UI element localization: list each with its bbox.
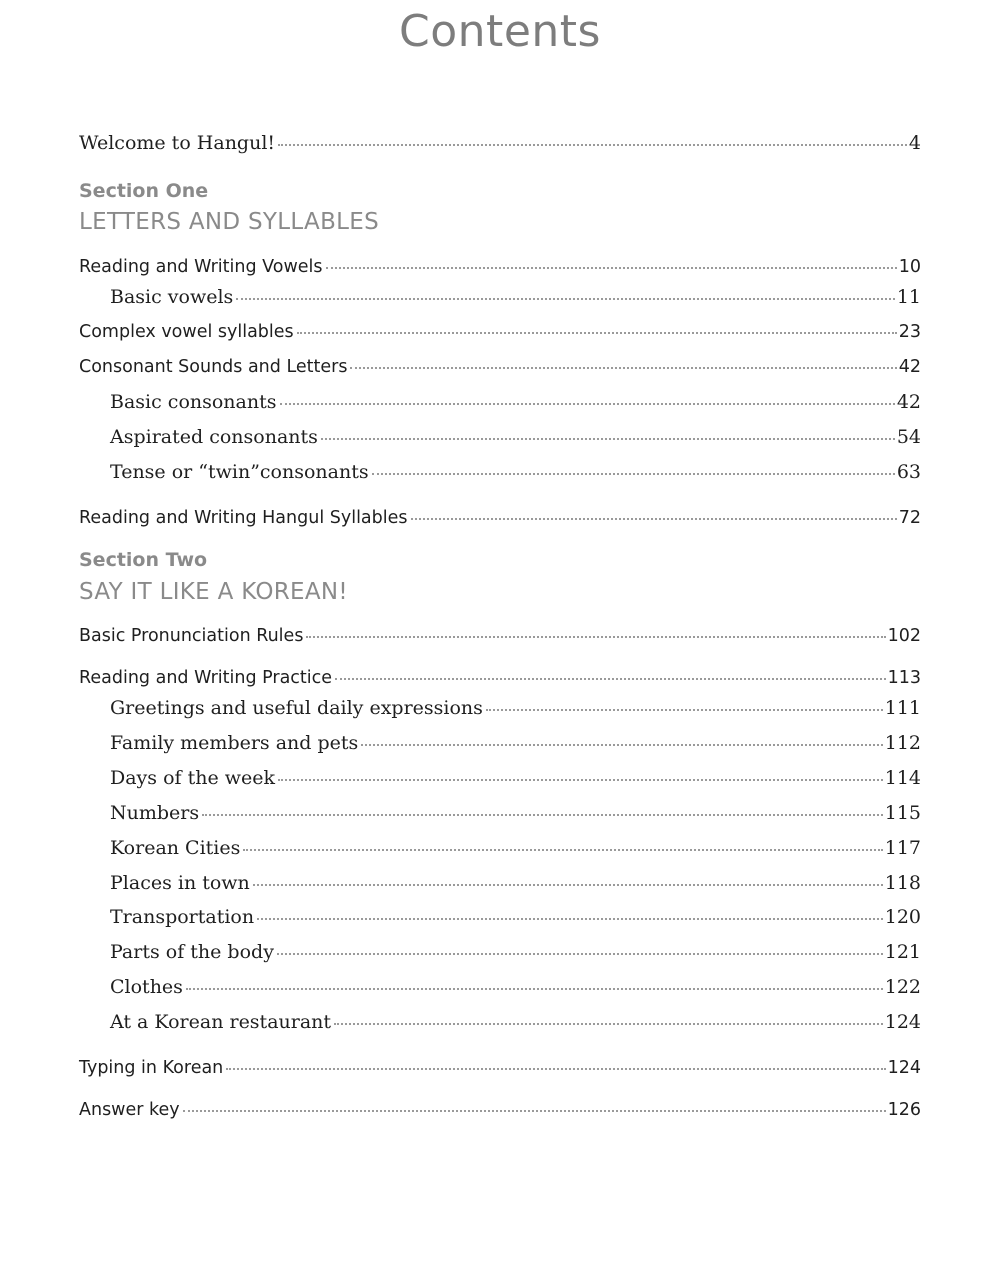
leader-dots	[186, 987, 883, 990]
toc-page-number: 112	[884, 732, 921, 754]
leader-dots	[253, 883, 883, 886]
toc-entry-text: Greetings and useful daily expressions	[110, 697, 483, 719]
page-title: Contents	[399, 6, 601, 57]
toc-subentry	[110, 834, 921, 862]
toc-subentry	[110, 458, 921, 486]
toc-entry-text: Days of the week	[110, 767, 276, 789]
toc-entry-text: Complex vowel syllables	[79, 322, 294, 342]
toc-entry-text: Clothes	[110, 976, 183, 998]
leader-dots	[306, 635, 885, 638]
toc-entry	[79, 1096, 921, 1124]
toc-page-number: 4	[908, 132, 921, 154]
leader-dots	[280, 402, 895, 405]
toc-page-number: 10	[898, 257, 921, 277]
toc-subentry	[110, 729, 921, 757]
toc-entry	[79, 353, 921, 381]
toc-subentry	[110, 1008, 921, 1036]
toc-entry-text: Reading and Writing Practice	[79, 668, 333, 688]
toc-subentry	[110, 764, 921, 792]
leader-dots	[321, 437, 895, 440]
toc-entry-text: Places in town	[110, 872, 250, 894]
leader-dots	[278, 143, 907, 146]
leader-dots	[236, 297, 895, 300]
leader-dots	[361, 743, 882, 746]
toc-page-number: 117	[884, 837, 921, 859]
leader-dots	[278, 778, 883, 781]
toc-entry-text: Basic vowels	[110, 286, 234, 308]
toc-page-number: 114	[884, 767, 921, 789]
toc-entry	[79, 1054, 921, 1082]
toc-entry-text: Korean Cities	[110, 837, 241, 859]
toc-entry-text: Basic consonants	[110, 391, 277, 413]
toc-subentry	[110, 799, 921, 827]
toc-entry	[79, 622, 921, 650]
leader-dots	[486, 708, 883, 711]
toc-entry	[79, 253, 921, 281]
toc-page-number: 54	[896, 426, 921, 448]
leader-dots	[297, 331, 897, 334]
toc-page-number: 42	[896, 391, 921, 413]
toc-subentry	[110, 283, 921, 311]
toc-page-number: 118	[884, 872, 921, 894]
toc-entry-text: Welcome to Hangul!	[79, 132, 276, 154]
toc-entry-text: At a Korean restaurant	[110, 1011, 332, 1033]
toc-subentry	[110, 938, 921, 966]
toc-entry-text: Reading and Writing Vowels	[79, 257, 323, 277]
leader-dots	[226, 1067, 885, 1070]
toc-entry-text: Basic Pronunciation Rules	[79, 626, 304, 646]
toc-page-number: 120	[884, 906, 921, 928]
toc-entry-text: Parts of the body	[110, 941, 274, 963]
toc-entry-text: Consonant Sounds and Letters	[79, 357, 348, 377]
leader-dots	[350, 366, 896, 369]
section-one-title: LETTERS AND SYLLABLES	[79, 209, 379, 235]
leader-dots	[202, 813, 883, 816]
toc-entry	[79, 664, 921, 692]
toc-subentry	[110, 869, 921, 897]
toc-entry-text: Tense or “twin”consonants	[110, 461, 369, 483]
toc-entry-text: Numbers	[110, 802, 200, 824]
toc-subentry	[110, 903, 921, 931]
toc-page-number: 102	[887, 626, 921, 646]
leader-dots	[257, 917, 883, 920]
leader-dots	[411, 517, 897, 520]
toc-page-number: 11	[896, 286, 921, 308]
toc-page-number: 115	[884, 802, 921, 824]
toc-subentry	[110, 694, 921, 722]
section-two-title: SAY IT LIKE A KOREAN!	[79, 579, 348, 605]
toc-entry-text: Aspirated consonants	[110, 426, 318, 448]
section-one-label: Section One	[79, 180, 209, 202]
toc-page-number: 63	[896, 461, 921, 483]
section-two-label: Section Two	[79, 549, 208, 571]
toc-subentry	[110, 423, 921, 451]
toc-page-number: 42	[898, 357, 921, 377]
leader-dots	[277, 952, 883, 955]
toc-entry-text: Answer key	[79, 1100, 180, 1120]
toc-entry	[79, 504, 921, 532]
toc-page-number: 122	[884, 976, 921, 998]
leader-dots	[243, 848, 882, 851]
toc-entry-text: Typing in Korean	[79, 1058, 224, 1078]
toc-page-number: 72	[898, 508, 921, 528]
leader-dots	[335, 677, 886, 680]
toc-page-number: 111	[884, 697, 921, 719]
leader-dots	[372, 472, 895, 475]
toc-page-number: 121	[884, 941, 921, 963]
toc-entry	[79, 318, 921, 346]
toc-page-number: 124	[884, 1011, 921, 1033]
toc-subentry	[110, 973, 921, 1001]
toc-page-number: 126	[887, 1100, 921, 1120]
toc-entry-text: Reading and Writing Hangul Syllables	[79, 508, 408, 528]
toc-entry-welcome	[79, 129, 921, 157]
toc-entry-text: Family members and pets	[110, 732, 359, 754]
toc-subentry	[110, 388, 921, 416]
toc-entry-text: Transportation	[110, 906, 255, 928]
toc-page-number: 124	[887, 1058, 921, 1078]
leader-dots	[326, 266, 897, 269]
toc-page-number: 113	[887, 668, 921, 688]
leader-dots	[334, 1022, 883, 1025]
leader-dots	[183, 1109, 886, 1112]
toc-page-number: 23	[898, 322, 921, 342]
